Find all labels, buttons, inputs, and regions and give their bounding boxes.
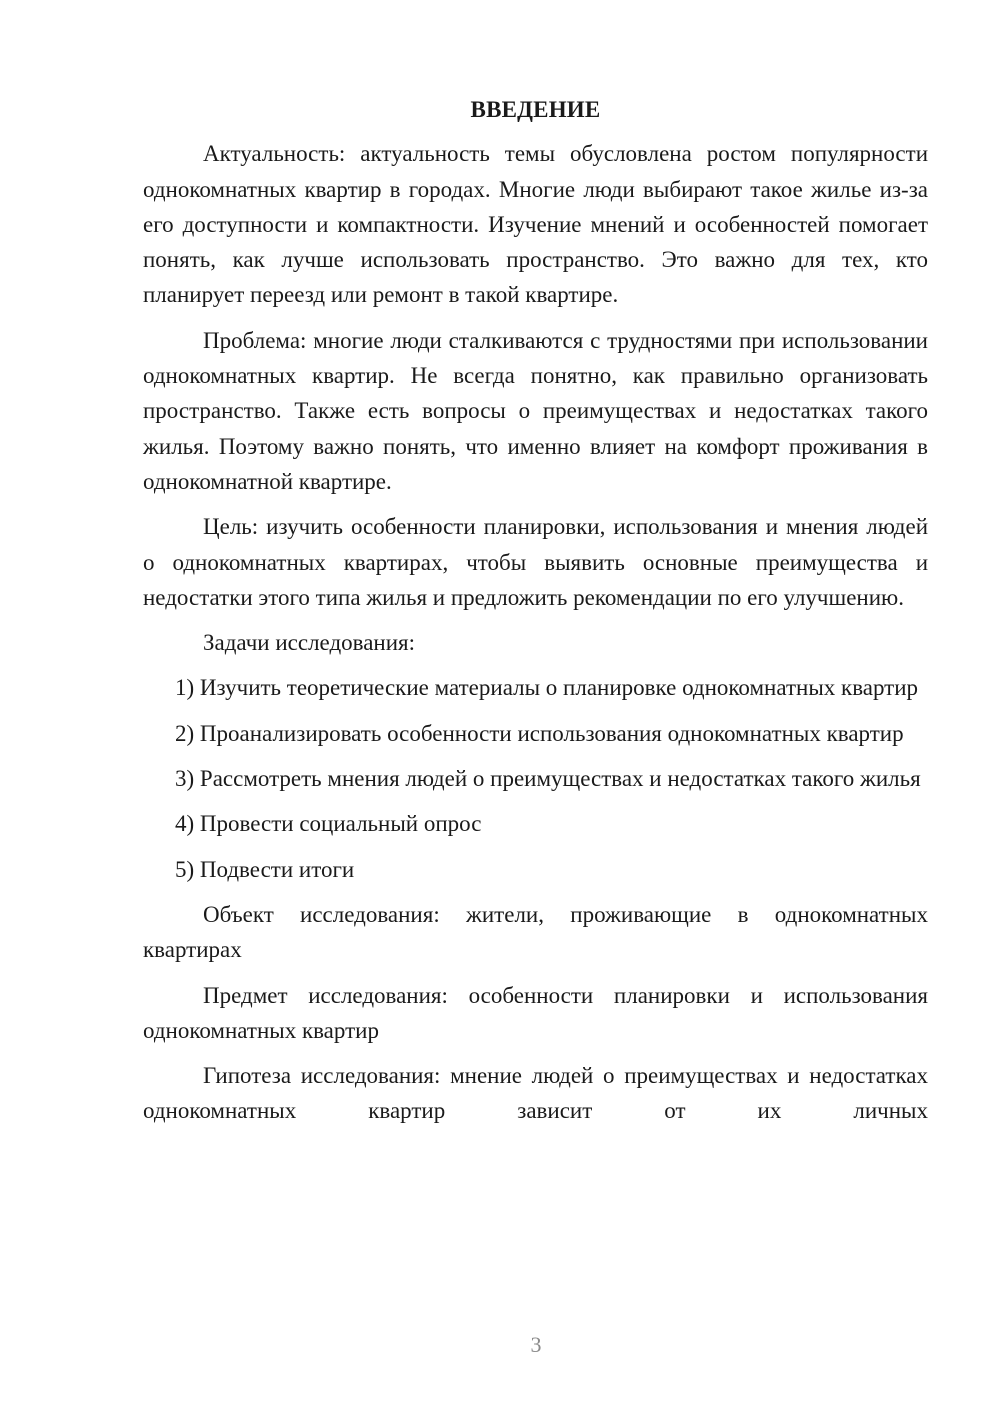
task-item: 4) Провести социальный опрос bbox=[175, 811, 482, 837]
paragraph-problem: Проблема: многие люди сталкиваются с трудностями при использовании однокомнатных квартир. Не всегда понятно, как правильно организовать пространство. Также есть вопросы о преимуществах и недостатках такого жилья. Поэтому важно понять, что именно влияет на комфорт проживания в однокомнатной квартире. bbox=[143, 327, 928, 494]
section-title: ВВЕДЕНИЕ bbox=[470, 97, 601, 122]
paragraph-goal: Цель: изучить особенности планировки, использования и мнения людей о однокомнатных квартирах, чтобы выявить основные преимущества и недостатки этого типа жилья и предложить рекомендации по его улучшению. bbox=[143, 514, 928, 610]
paragraph-hypothesis: Гипотеза исследования: мнение людей о преимуществах и недостатках однокомнатных квартир зависит от их личных bbox=[143, 1063, 928, 1124]
task-item: 2) Проанализировать особенности использования однокомнатных квартир bbox=[175, 720, 904, 746]
paragraph-subject: Предмет исследования: особенности планировки и использования однокомнатных квартир bbox=[143, 982, 928, 1043]
page-number: 3 bbox=[530, 1332, 542, 1357]
paragraph-relevance: Актуальность: актуальность темы обусловлена ростом популярности однокомнатных квартир в городах. Многие люди выбирают такое жилье из-за его доступности и компактности. Изучение мнений и особенностей помогает понять, как лучше использовать пространство. Это важно для тех, кто планирует переезд или ремонт в такой квартире. bbox=[143, 141, 928, 308]
task-item: 1) Изучить теоретические материалы о планировке однокомнатных квартир bbox=[175, 675, 919, 701]
page-content bbox=[143, 92, 928, 1139]
tasks-heading: Задачи исследования: bbox=[203, 630, 416, 656]
paragraph-object: Объект исследования: жители, проживающие в однокомнатных квартирах bbox=[143, 901, 928, 963]
task-item: 3) Рассмотреть мнения людей о преимуществах и недостатках такого жилья bbox=[175, 766, 921, 792]
task-item: 5) Подвести итоги bbox=[175, 856, 355, 882]
